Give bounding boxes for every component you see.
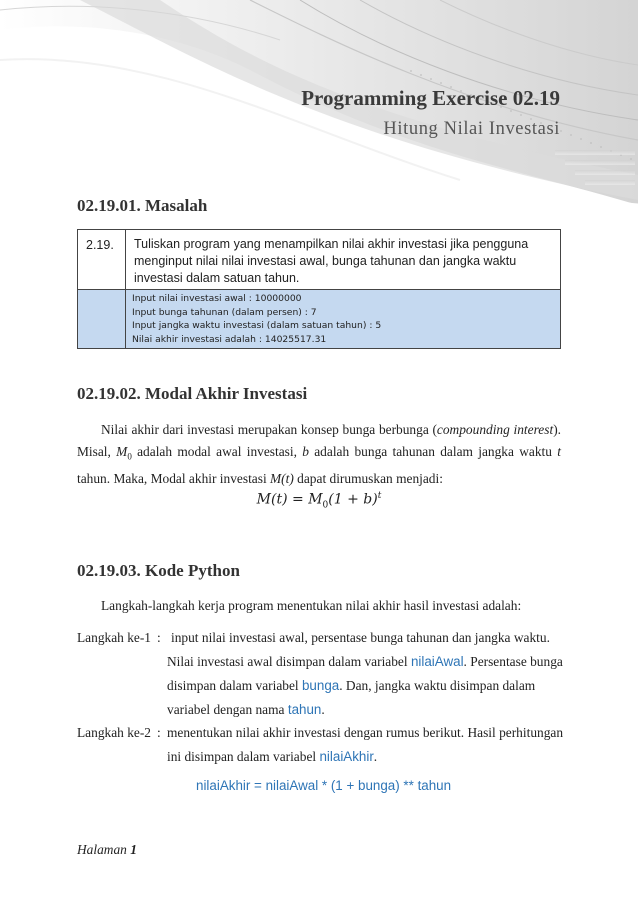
- io-line: Input nilai investasi awal : 10000000: [132, 293, 302, 304]
- formula-compound-interest: $M(t) = M_0(1 + b)^t$: [256, 491, 382, 511]
- io-line: Input bunga tahunan (dalam persen) : 7: [132, 306, 317, 318]
- code-formula-line: nilaiAkhir = nilaiAwal * (1 + bunga) ** tahun: [196, 778, 452, 793]
- kode-intro: Langkah-langkah kerja program menentukan nilai akhir hasil investasi adalah:: [101, 598, 522, 613]
- section-heading-modal: 02.19.02. Modal Akhir Investasi: [77, 384, 308, 403]
- page-title: Programming Exercise 02.19: [301, 86, 560, 110]
- var-nilaiAwal: nilaiAwal: [410, 654, 464, 669]
- section-heading-kode: 02.19.03. Kode Python: [77, 561, 240, 580]
- exercise-description: Tuliskan program yang menampilkan nilai akhir investasi jika pengguna menginput nilai nilai investasi awal, bunga tahunan dan jangka waktu investasi dalam satuan tahun.: [126, 230, 561, 290]
- section-heading-masalah: 02.19.01. Masalah: [77, 196, 208, 215]
- step-1-colon: :: [157, 630, 161, 645]
- term-compounding-interest: compounding interest: [436, 422, 554, 437]
- var-bunga: bunga: [301, 678, 340, 693]
- io-line: Nilai akhir investasi adalah : 14025517.31: [132, 333, 327, 345]
- var-tahun: tahun: [287, 702, 322, 717]
- step-1-label: Langkah ke-1: [77, 630, 151, 645]
- modal-paragraph: Nilai akhir dari investasi merupakan konsep bunga berbunga (compounding interest). Misal, $M_0$ adalah modal awal investasi, b adalah bunga tahunan dalam jangka waktu t tahun. Maka, Modal akhir investasi M(t) dapat dirumuskan menjadi:: [77, 422, 561, 486]
- exercise-sample-io: [126, 290, 561, 349]
- step-2-body: menentukan nilai akhir investasi dengan rumus berikut. Hasil perhitungan ini disimpan dalam variabel nilaiAkhir.: [167, 725, 564, 764]
- var-nilaiAkhir: nilaiAkhir: [319, 749, 374, 764]
- exercise-number: 2.19.: [78, 230, 126, 290]
- step-2-colon: :: [157, 725, 161, 740]
- io-line: Input jangka waktu investasi (dalam satuan tahun) : 5: [132, 320, 382, 331]
- exercise-io-spacer: [78, 290, 126, 349]
- page-subtitle: Hitung Nilai Investasi: [383, 119, 560, 139]
- step-1-body: input nilai investasi awal, persentase bunga tahunan dan jangka waktu. Nilai investasi awal disimpan dalam variabel nilaiAwal. Persentase bunga disimpan dalam variabel bunga. Dan, jangka waktu disimpan dalam variabel dengan nama tahun.: [167, 630, 563, 717]
- step-2-label: Langkah ke-2: [77, 725, 151, 740]
- page-footer: Halaman 1: [77, 842, 137, 857]
- page-number: 1: [130, 842, 137, 857]
- exercise-table: [77, 229, 561, 349]
